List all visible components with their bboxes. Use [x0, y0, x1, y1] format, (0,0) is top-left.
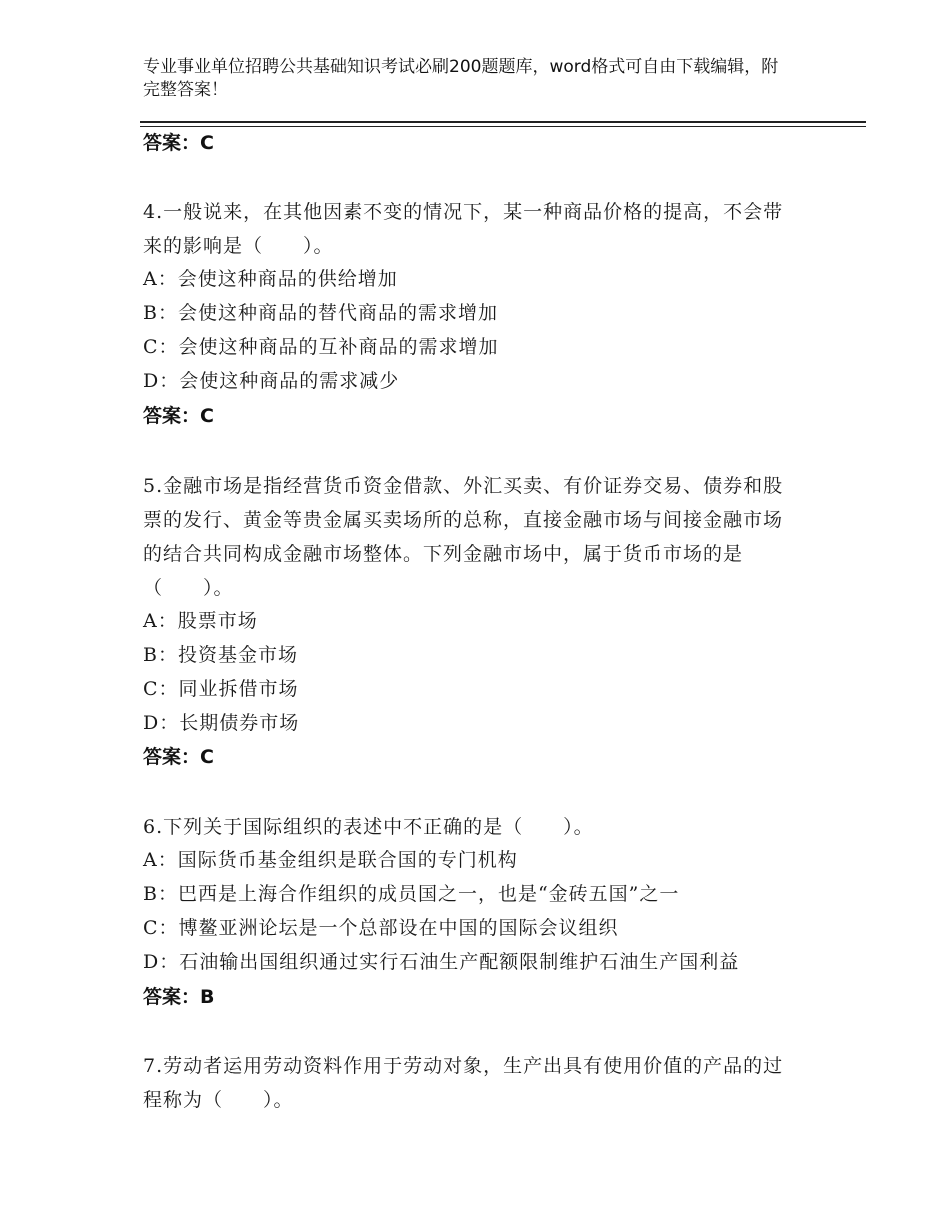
question-4-option-a: A：会使这种商品的供给增加	[143, 268, 398, 290]
header-rule-thin	[140, 126, 866, 127]
question-5-answer: 答案：C	[143, 746, 214, 768]
question-4-option-d: D：会使这种商品的需求减少	[143, 370, 400, 392]
question-6-option-c: C：博鳌亚洲论坛是一个总部设在中国的国际会议组织	[143, 917, 619, 939]
question-7-stem: 7.劳动者运用劳动资料作用于劳动对象，生产出具有使用价值的产品的过程称为（ ）。	[143, 1055, 784, 1111]
page-header: 专业事业单位招聘公共基础知识考试必刷200题题库，word格式可自由下载编辑，附完整答案！	[143, 57, 779, 100]
question-4-answer: 答案：C	[143, 405, 214, 427]
answer-previous: 答案：C	[143, 132, 214, 154]
header-rule-thick	[140, 121, 866, 123]
question-4-option-c: C：会使这种商品的互补商品的需求增加	[143, 336, 499, 358]
question-4-stem: 4.一般说来，在其他因素不变的情况下，某一种商品价格的提高，不会带来的影响是（ ）。	[143, 201, 784, 257]
question-5-option-d: D：长期债券市场	[143, 712, 300, 734]
question-5-option-b: B：投资基金市场	[143, 644, 298, 666]
question-6-option-a: A：国际货币基金组织是联合国的专门机构	[143, 849, 518, 871]
question-4-option-b: B：会使这种商品的替代商品的需求增加	[143, 302, 498, 324]
question-5-option-c: C：同业拆借市场	[143, 678, 299, 700]
question-6-option-d: D：石油输出国组织通过实行石油生产配额限制维护石油生产国利益	[143, 951, 740, 973]
question-6-answer: 答案：B	[143, 986, 215, 1008]
question-5-option-a: A：股票市场	[143, 610, 258, 632]
question-5-stem: 5.金融市场是指经营货币资金借款、外汇买卖、有价证券交易、债券和股票的发行、黄金等贵金属买卖场所的总称，直接金融市场与间接金融市场的结合共同构成金融市场整体。下列金融市场中，属于货币市场的是（ ）。	[143, 475, 784, 599]
question-6-option-b: B：巴西是上海合作组织的成员国之一，也是“金砖五国”之一	[143, 883, 680, 905]
question-6-stem: 6.下列关于国际组织的表述中不正确的是（ ）。	[143, 816, 594, 838]
